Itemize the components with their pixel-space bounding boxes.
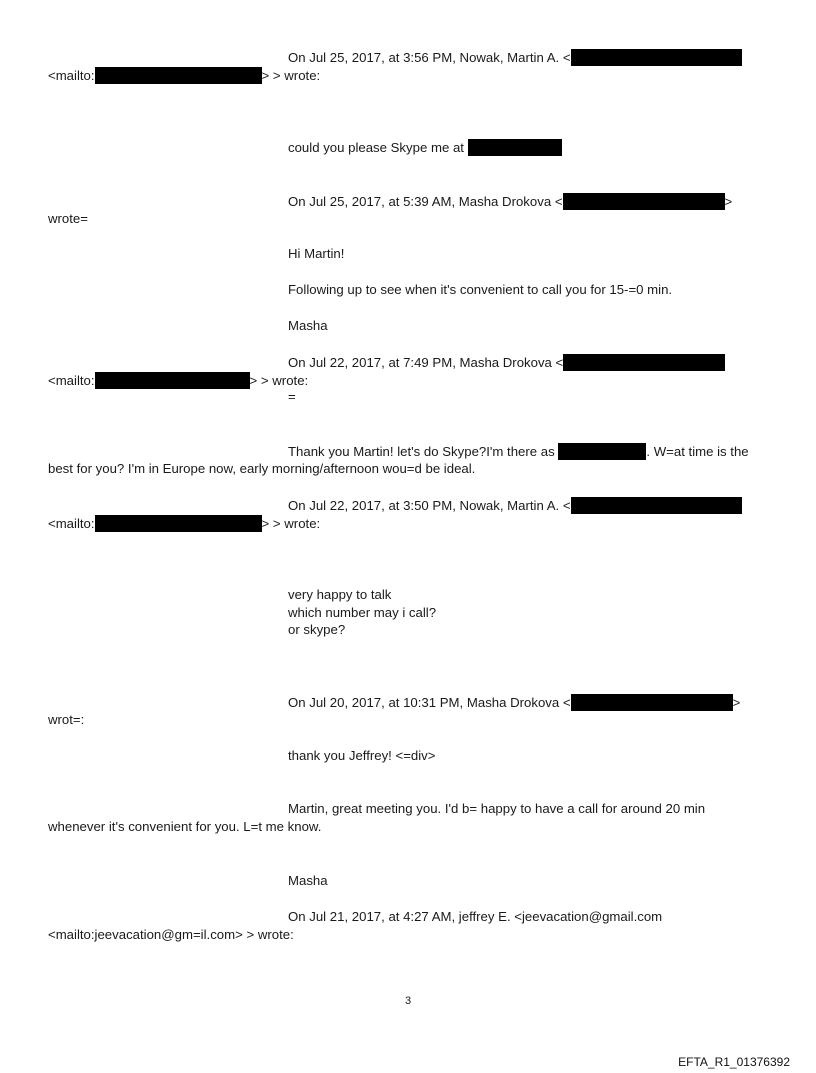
email-signature: Masha [288,318,328,333]
wrote-text: > > wrote: [249,373,309,388]
email-body-line: thank you Jeffrey! <=div> [288,748,436,763]
header-text: On Jul 22, 2017, at 3:50 PM, Nowak, Martin A. < [288,498,571,513]
email-header-line [48,515,320,532]
email-header-line [288,49,742,66]
email-body-line: very happy to talk [288,587,392,602]
email-header-line [48,67,320,84]
email-header-line [288,193,732,210]
redaction-box [563,193,725,210]
email-body-line: which number may i call? [288,605,437,620]
email-body-line: Hi Martin! [288,246,345,261]
redaction-box [571,497,742,514]
header-text: > [732,695,741,710]
redaction-box [571,694,733,711]
bates-number: EFTA_R1_01376392 [678,1055,790,1069]
mailto-text: <mailto: [48,373,95,388]
email-body-line [288,139,562,156]
header-text: On Jul 22, 2017, at 7:49 PM, Masha Drokova < [288,355,564,370]
email-header-line [288,354,725,371]
header-text: On Jul 20, 2017, at 10:31 PM, Masha Drokova < [288,695,571,710]
email-body-line: Following up to see when it's convenient to call you for 15-=0 min. [288,282,673,297]
redaction-box [95,67,262,84]
redaction-box [468,139,562,156]
header-text: On Jul 25, 2017, at 5:39 AM, Masha Drokova < [288,194,563,209]
email-body-line: Martin, great meeting you. I'd b= happy to have a call for around 20 min [288,801,706,816]
wrote-text: > > wrote: [261,516,321,531]
email-header-line: wrot=: [48,712,85,727]
body-text: could you please Skype me at [288,140,464,155]
header-text: On Jul 25, 2017, at 3:56 PM, Nowak, Martin A. < [288,50,571,65]
email-header-line [48,372,308,389]
redaction-box [95,515,262,532]
email-signature: Masha [288,873,328,888]
body-text: Thank you Martin! let's do Skype?I'm there as [288,444,555,459]
email-header-line [288,497,742,514]
email-header-line: <mailto:jeevacation@gm=il.com> > wrote: [48,927,294,942]
wrote-text: > > wrote: [261,68,321,83]
redaction-box [571,49,742,66]
body-text: . W=at time is the [646,444,749,459]
redaction-box [95,372,250,389]
email-body-line: whenever it's convenient for you. L=t me know. [48,819,322,834]
email-body-line: or skype? [288,622,346,637]
redaction-box [558,443,646,460]
email-header-line [288,694,740,711]
redaction-box [563,354,725,371]
email-body-line: = [288,389,296,404]
email-body-line [288,443,749,460]
mailto-text: <mailto: [48,68,95,83]
email-body-line: best for you? I'm in Europe now, early morning/afternoon wou=d be ideal. [48,461,476,476]
mailto-text: <mailto: [48,516,95,531]
page-number: 3 [404,995,412,1007]
email-header-line: On Jul 21, 2017, at 4:27 AM, jeffrey E. <jeevacation@gmail.com [288,909,663,924]
header-text: > [724,194,733,209]
email-header-line: wrote= [48,211,88,226]
